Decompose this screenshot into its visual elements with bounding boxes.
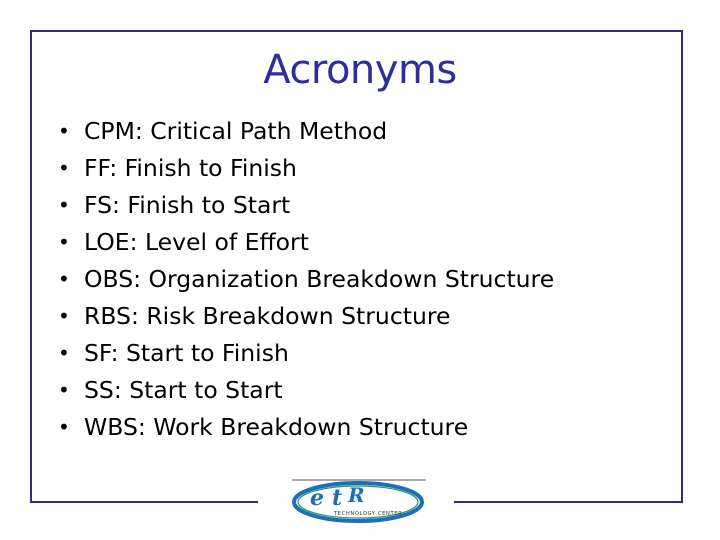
svg-text:R: R: [348, 483, 365, 507]
list-item-text: RBS: Risk Breakdown Structure: [84, 302, 451, 330]
list-item-text: CPM: Critical Path Method: [84, 117, 388, 145]
etr-technology-center-logo: [290, 478, 428, 528]
bullet-icon: •: [58, 415, 70, 439]
list-item-text: WBS: Work Breakdown Structure: [84, 413, 469, 441]
list-item-text: SS: Start to Start: [84, 376, 283, 404]
logo-graphic: [290, 478, 428, 528]
bullet-icon: •: [58, 267, 70, 291]
bullet-icon: •: [58, 156, 70, 180]
bullet-icon: •: [58, 119, 70, 143]
list-item-text: SF: Start to Finish: [84, 339, 289, 367]
bullet-icon: •: [58, 193, 70, 217]
bullet-icon: •: [58, 341, 70, 365]
list-item-text: OBS: Organization Breakdown Structure: [84, 265, 555, 293]
bullet-icon: •: [58, 378, 70, 402]
list-item-text: FS: Finish to Start: [84, 191, 291, 219]
list-item-text: FF: Finish to Finish: [84, 154, 297, 182]
bullet-icon: •: [58, 230, 70, 254]
bullet-icon: •: [58, 304, 70, 328]
list-item-text: LOE: Level of Effort: [84, 228, 309, 256]
slide-title: Acronyms: [263, 47, 457, 93]
logo-subtitle-text: TECHNOLOGY CENTER: [334, 511, 403, 517]
svg-text:t: t: [332, 485, 343, 511]
logo-mark-text: e: [310, 485, 324, 511]
